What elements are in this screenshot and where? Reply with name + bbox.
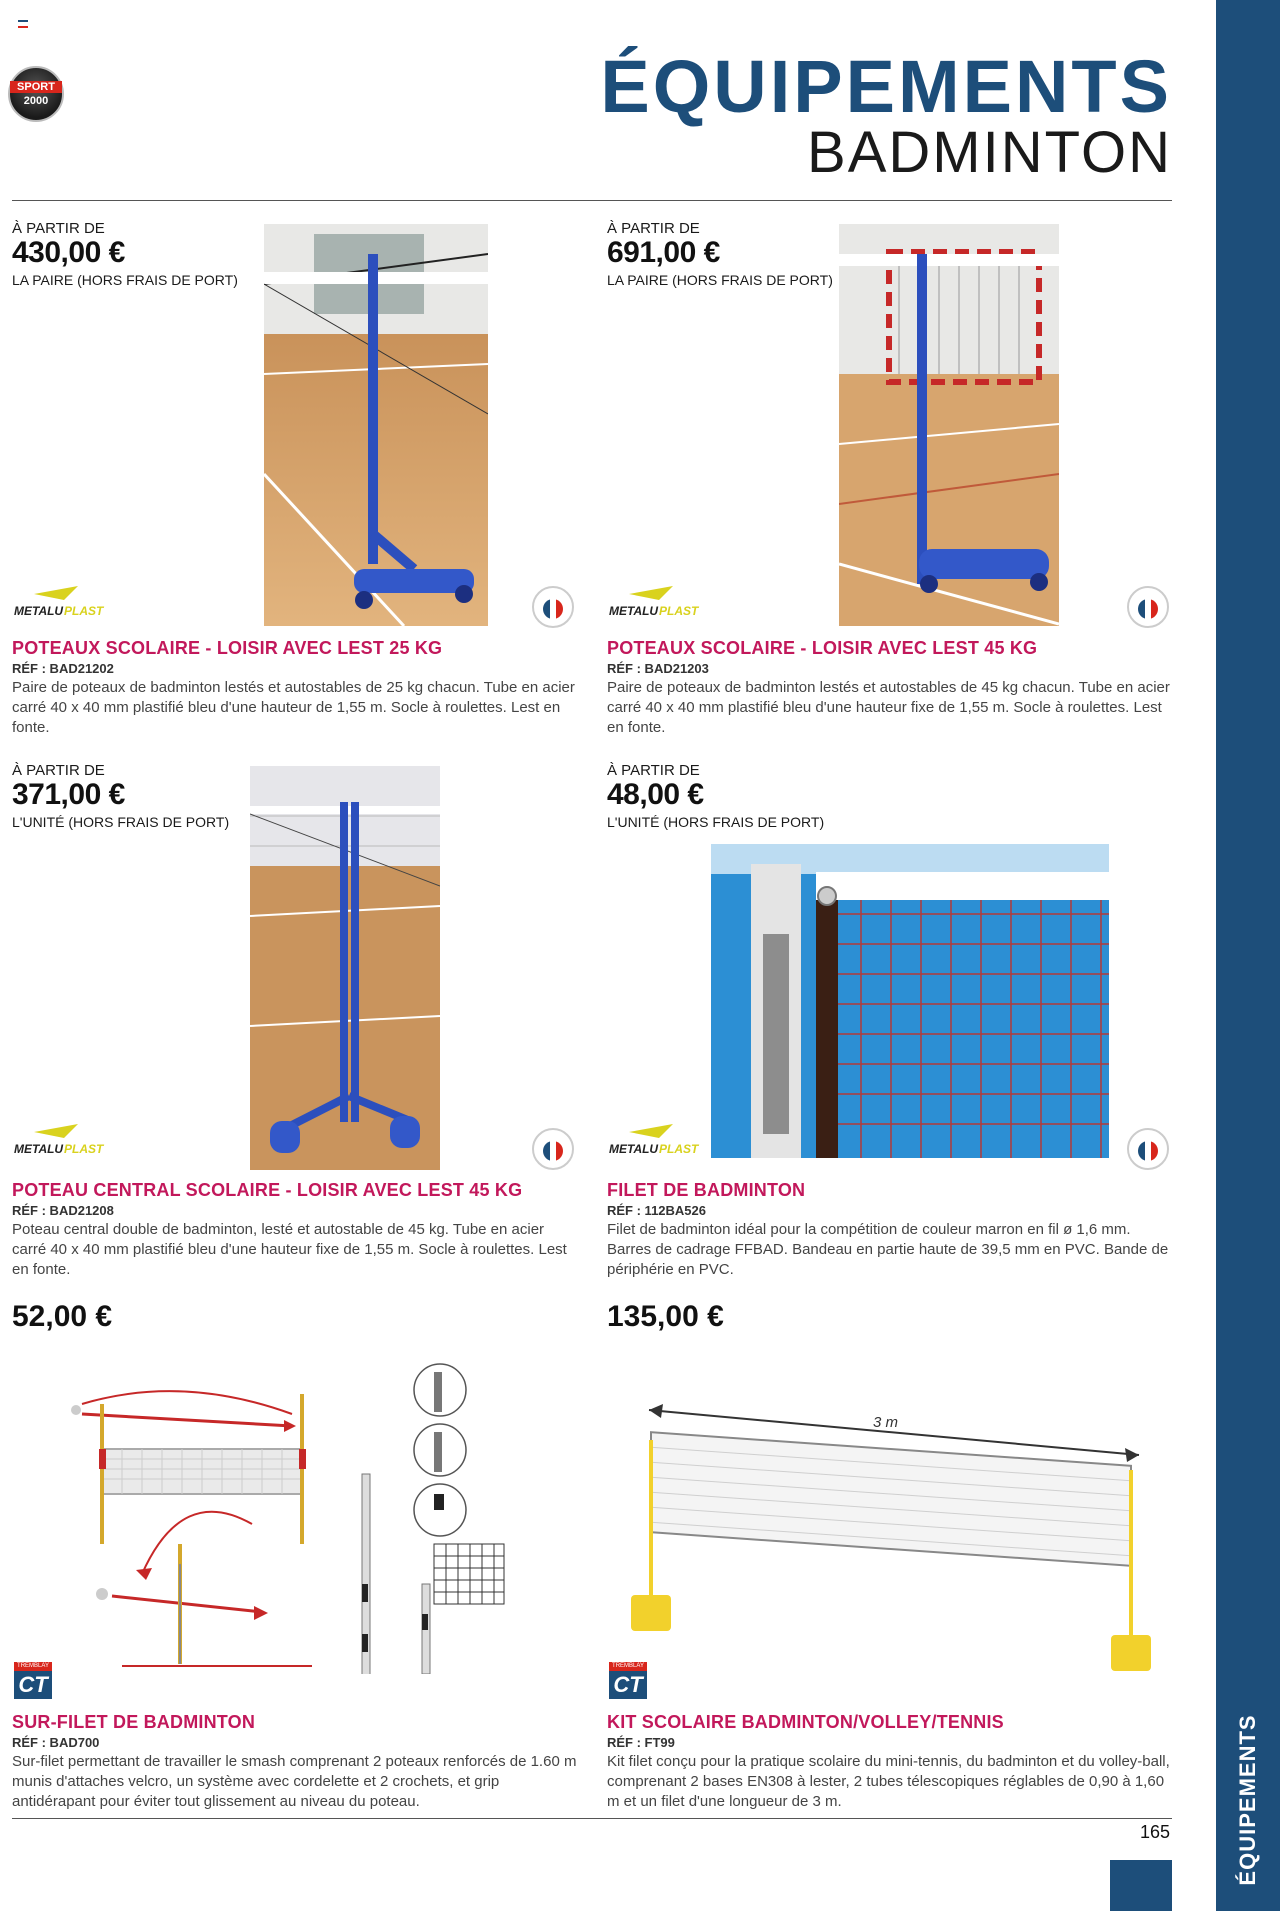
product-card — [607, 762, 1177, 1282]
product-ref: RÉF : BAD21208 — [12, 1203, 114, 1218]
product-price: 691,00 € — [607, 236, 720, 269]
product-description: Sur-filet permettant de travailler le smash comprenant 2 poteaux renforcés de 1.60 m munis d'attaches velcro, un système avec cordelette et 2 crochets, et grip antidérapant pour éviter tout glissement au niveau du poteau. — [12, 1753, 577, 1810]
price-prefix: À PARTIR DE — [12, 762, 105, 779]
made-in-france-badge — [532, 1128, 574, 1170]
product-card — [12, 762, 582, 1282]
price-unit: LA PAIRE (HORS FRAIS DE PORT) — [607, 272, 833, 288]
price-unit: L'UNITÉ (HORS FRAIS DE PORT) — [12, 814, 230, 830]
product-ref: RÉF : BAD21203 — [607, 661, 709, 676]
product-card — [12, 1300, 582, 1820]
price-prefix: À PARTIR DE — [607, 762, 700, 779]
product-name: POTEAUX SCOLAIRE - LOISIR AVEC LEST 45 KG — [607, 638, 1038, 658]
product-card — [607, 220, 1177, 740]
product-name: FILET DE BADMINTON — [607, 1180, 806, 1200]
price-prefix: À PARTIR DE — [12, 220, 105, 237]
price-unit: L'UNITÉ (HORS FRAIS DE PORT) — [607, 814, 825, 830]
product-price: 52,00 € — [12, 1300, 113, 1333]
price-unit: LA PAIRE (HORS FRAIS DE PORT) — [12, 272, 238, 288]
dimension-label: 3 m — [873, 1414, 899, 1431]
product-card — [12, 220, 582, 740]
product-description: Filet de badminton idéal pour la compétition de couleur marron en fil ø 1,6 mm. Barres de cadrage FFBAD. Bandeau en partie haute de 39,5 mm en PVC. Bande de périphérie en PVC. — [607, 1221, 1169, 1278]
metalu-plast-logo: METALU PLAST — [609, 586, 695, 628]
made-in-france-badge — [532, 586, 574, 628]
product-name: POTEAUX SCOLAIRE - LOISIR AVEC LEST 25 KG — [12, 638, 443, 658]
ct-brand-logo: TREMBLAY CT — [14, 1662, 52, 1702]
product-ref: RÉF : 112BA526 — [607, 1203, 706, 1218]
product-description: Poteau central double de badminton, lesté et autostable de 45 kg. Tube en acier carré 40 x 40 mm plastifié bleu d'une hauteur fixe de 1,55 m. Socle à roulettes. Lest en fonte. — [12, 1221, 567, 1278]
ct-brand-logo: TREMBLAY CT — [609, 1662, 647, 1702]
product-name: KIT SCOLAIRE BADMINTON/VOLLEY/TENNIS — [607, 1712, 1004, 1732]
product-ref: RÉF : BAD700 — [12, 1735, 100, 1750]
made-in-france-badge — [1127, 1128, 1169, 1170]
header-divider — [12, 200, 1172, 201]
metalu-plast-logo: METALU PLAST — [14, 586, 100, 628]
product-card — [607, 1300, 1177, 1820]
side-bar — [1216, 0, 1280, 1911]
price-prefix: À PARTIR DE — [607, 220, 700, 237]
footer-divider — [12, 1818, 1172, 1819]
mini-flag-icon — [18, 20, 28, 28]
made-in-france-badge — [1127, 586, 1169, 628]
sport2000-logo: SPORT 2000 — [8, 66, 64, 122]
product-diagram — [62, 1344, 592, 1674]
side-section-label: ÉQUIPEMENTS — [1235, 1714, 1260, 1886]
product-price: 371,00 € — [12, 778, 125, 811]
page-tab — [1110, 1860, 1172, 1911]
product-photo — [250, 766, 440, 1170]
metalu-plast-logo: METALU PLAST — [609, 1124, 695, 1166]
product-name: POTEAU CENTRAL SCOLAIRE - LOISIR AVEC LEST 45 KG — [12, 1180, 523, 1200]
product-photo — [264, 224, 488, 626]
product-ref: RÉF : BAD21202 — [12, 661, 114, 676]
product-photo — [839, 224, 1059, 626]
product-price: 48,00 € — [607, 778, 704, 811]
product-diagram — [619, 1370, 1159, 1680]
product-ref: RÉF : FT99 — [607, 1735, 675, 1750]
product-description: Paire de poteaux de badminton lestés et autostables de 25 kg chacun. Tube en acier carré 40 x 40 mm plastifié bleu d'une hauteur de 1,55 m. Socle à roulettes. Lest en fonte. — [12, 679, 575, 736]
product-price: 430,00 € — [12, 236, 125, 269]
metalu-plast-logo: METALU PLAST — [14, 1124, 100, 1166]
product-name: SUR-FILET DE BADMINTON — [12, 1712, 256, 1732]
page-number: 165 — [1140, 1822, 1171, 1842]
product-description: Paire de poteaux de badminton lestés et autostables de 45 kg chacun. Tube en acier carré 40 x 40 mm plastifié bleu d'une hauteur fixe de 1,55 m. Socle à roulettes. Lest en fonte. — [607, 679, 1170, 736]
page-subtitle: BADMINTON — [807, 120, 1172, 185]
product-description: Kit filet conçu pour la pratique scolaire du mini-tennis, du badminton et du volley-ball, comprenant 2 bases EN308 à lester, 2 tubes télescopiques réglables de 0,90 à 1,60 m et un filet d'une longueur de 3 m. — [607, 1753, 1170, 1810]
product-price: 135,00 € — [607, 1300, 724, 1333]
page-title: ÉQUIPEMENTS — [600, 45, 1172, 128]
product-photo — [711, 844, 1109, 1158]
